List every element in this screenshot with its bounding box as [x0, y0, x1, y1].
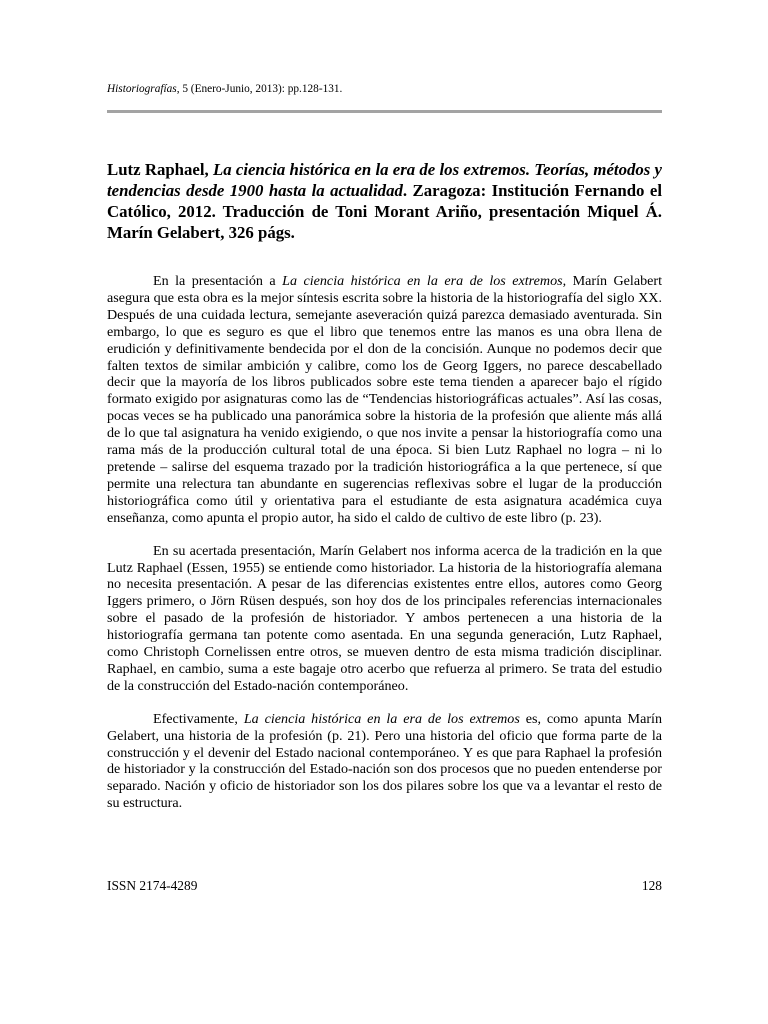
- paragraph-3-book-title: La ciencia histórica en la era de los extremos: [243, 710, 520, 727]
- issue-citation: , 5 (Enero-Junio, 2013): pp.128-131.: [176, 83, 343, 95]
- publication-details: . Zaragoza: Institución Fernando el Católico, 2012. Traducción de Toni Morant Ariño, presentación Miquel Á. Marín Gelabert, 326 págs.: [107, 181, 663, 242]
- issn: ISSN 2174-4289: [107, 878, 198, 893]
- book-title: La ciencia histórica en la era de los extremos. Teorías, métodos y tendencias desde 1900 hasta la actualidad: [107, 160, 662, 200]
- paragraph-1-text-a: En la presentación a: [153, 273, 283, 289]
- review-title: [107, 159, 662, 243]
- page-number: 128: [641, 878, 662, 893]
- header-divider: [107, 110, 662, 113]
- review-body: [107, 273, 662, 828]
- paragraph-3: [107, 711, 662, 812]
- journal-name: Historiografías: [107, 83, 177, 95]
- paragraph-1-book-title: La ciencia histórica en la era de los extremos: [282, 273, 563, 289]
- paragraph-3-text-b: es, como apunta Marín Gelabert, una historia de la profesión (p. 21). Pero una historia del oficio que forma parte de la construcción y el devenir del Estado nacional contemporáneo. Y es que para Raphael la profesión de historiador y la construcción del Estado-nación son dos procesos que no pueden entenderse por separado. Nación y oficio de historiador son los dos pilares sobre los que va a levantar el resto de su estructura.: [107, 710, 662, 812]
- paragraph-1: [107, 273, 662, 527]
- paragraph-2: En su acertada presentación, Marín Gelabert nos informa acerca de la tradición en la que Lutz Raphael (Essen, 1955) se entiende como historiador. La historia de la historiografía alemana no necesita presentación. A pesar de las diferencias existentes entre ellos, autores como Georg Iggers primero, o Jörn Rüsen después, son hoy dos de los principales referencias internacionales sobre el pasado de la profesión de historiador. Y ambos pertenecen a una historia de la historiografía germana tan potente como asentada. En una segunda generación, Lutz Raphael, como Christoph Cornelissen entre otros, se mueven dentro de esta misma tradición disciplinar. Raphael, en cambio, suma a este bagaje otro acerbo que refuerza al primero. Se trata del estudio de la construcción del Estado-nación contemporáneo.: [107, 542, 662, 694]
- running-header: [107, 82, 342, 96]
- book-author: Lutz Raphael,: [107, 160, 213, 179]
- paragraph-1-text-b: , Marín Gelabert asegura que esta obra es la mejor síntesis escrita sobre la historia de la historiografía del siglo XX. Después de una cuidada lectura, semejante aseveración quizá parezca demasiado aventurada. Sin embargo, lo que es seguro es que el libro que tenemos entre las manos es una obra llena de erudición y definitivamente bendecida por el don de la concisión. Aunque no podemos decir que falten textos de similar ambición y calibre, como los de Georg Iggers, no parece descabellado decir que la mayoría de los libros publicados sobre este tema tienden a aparecer bajo el rígido formato exigido por asignaturas como las de “Tendencias historiográficas actuales”. Así las cosas, pocas veces se ha publicado una panorámica sobre la historia de la profesión que aliente más allá de lo que tal asignatura ha venido exigiendo, o que nos invite a pensar la historiografía como una rama más de la producción cultural total de una época. Si bien Lutz Raphael no logra – ni lo pretende – salirse del esquema trazado por la tradición historiográfica a la que pertenece, sí que permite una relectura tan abundante en sugerencias reflexivas sobre el lugar de la producción historiográfica como útil y orientativa para el estudiante de esta asignatura académica cuya enseñanza, como apunta el propio autor, ha sido el caldo de cultivo de este libro (p. 23).: [107, 273, 662, 526]
- paragraph-3-text-a: Efectivamente,: [153, 710, 244, 727]
